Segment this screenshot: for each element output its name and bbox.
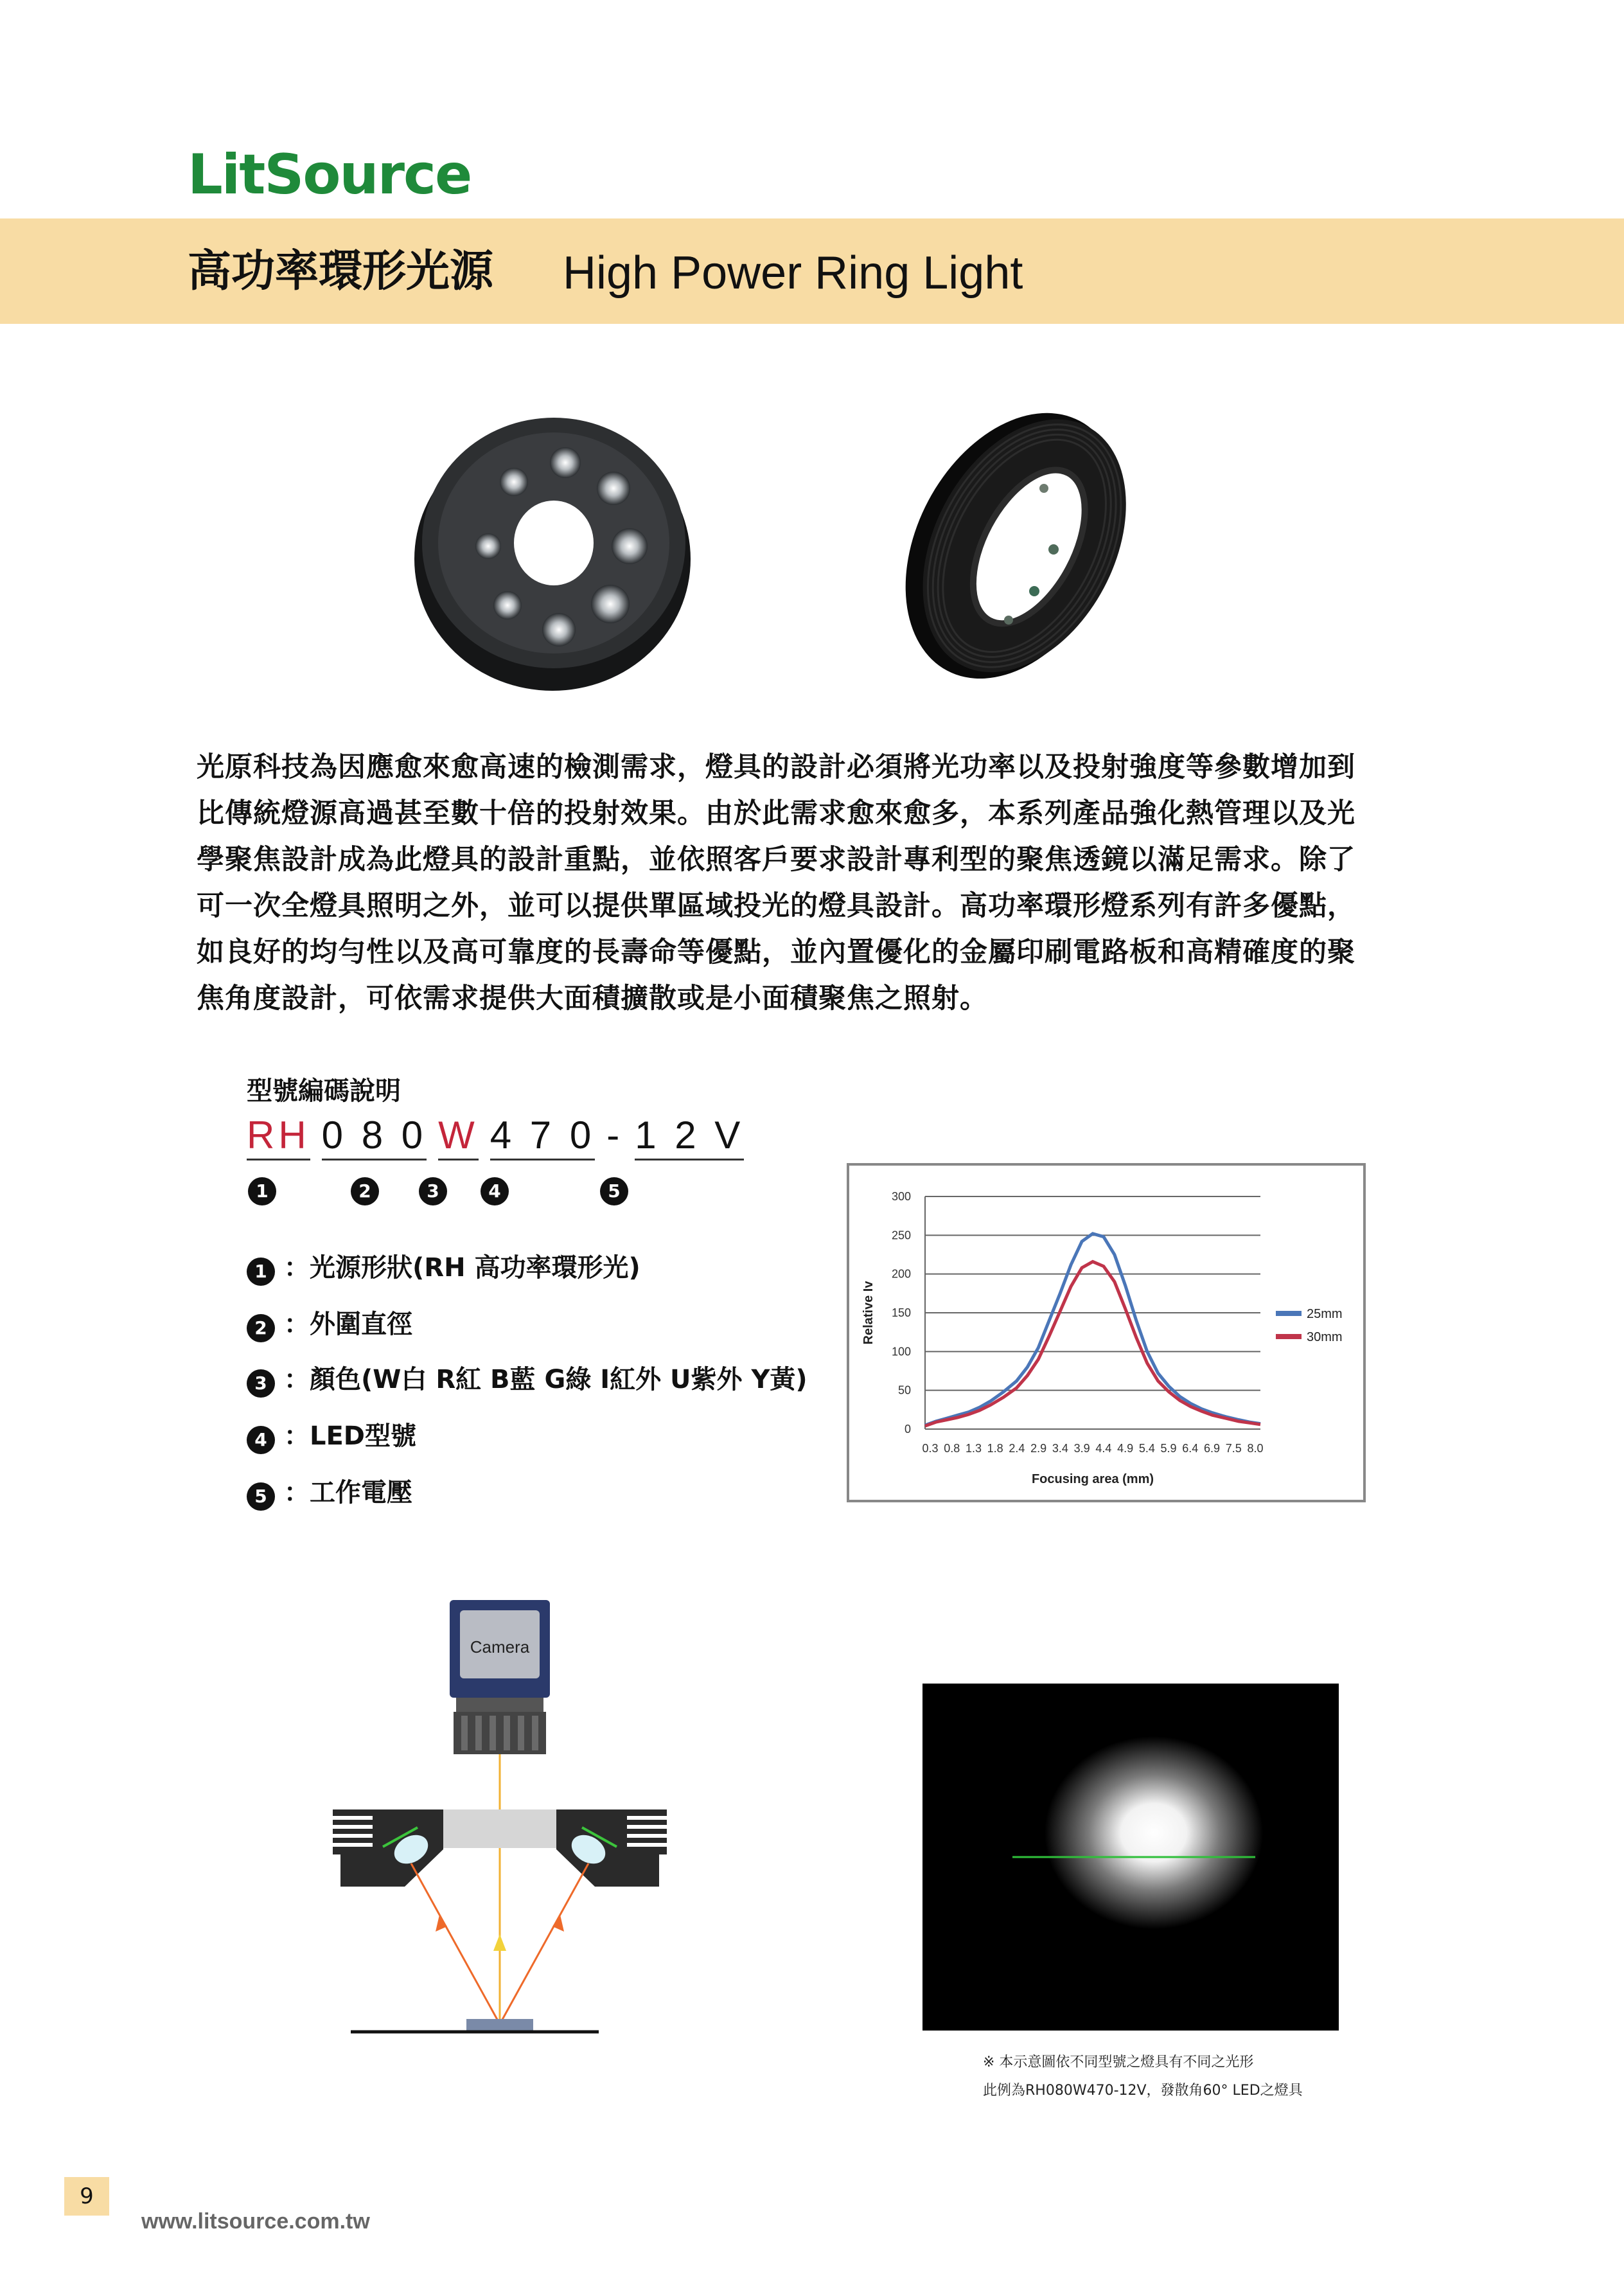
code-segment-color: W	[438, 1114, 479, 1160]
ring-light-front-photo	[405, 398, 700, 694]
model-code-example	[247, 1113, 755, 1160]
chart-x-tick-label: 1.3	[965, 1442, 982, 1455]
legend-marker: 2	[247, 1314, 275, 1342]
chart-x-axis-label: Focusing area (mm)	[1031, 1472, 1154, 1486]
chart-y-tick-label: 0	[904, 1423, 911, 1436]
legend-item-shape	[247, 1252, 640, 1285]
chart-y-axis-label: Relative Iv	[861, 1281, 876, 1345]
code-marker-4: 4	[481, 1177, 509, 1205]
code-segment-voltage: 1 2 V	[635, 1114, 744, 1160]
chart-legend-label: 25mm	[1307, 1307, 1343, 1321]
chart-x-tick-label: 8.0	[1247, 1442, 1264, 1455]
code-segment-dash: -	[606, 1114, 624, 1157]
chart-y-tick-label: 100	[891, 1345, 911, 1358]
chart-series-line-30mm	[925, 1261, 1260, 1426]
chart-x-tick-label: 6.4	[1182, 1442, 1199, 1455]
intro-paragraph: 光原科技為因應愈來愈高速的檢測需求，燈具的設計必須將光功率以及投射強度等參數增加到 比傳統燈源高過甚至數十倍的投射效果。由於此需求愈來愈多，本系列產品強化熱管理以及光 學聚焦設計成為此燈具的設計重點，並依照客戶要求設計專利型的聚焦透鏡以滿足需求。除了 可一次全燈具照明之外，並可以提供單區域投光的燈具設計。高功率環形燈系列有許多優點， 如良好的均勻性以及高可靠度的長壽命等優點，並內置優化的金屬印刷電路板和高精確度的聚 焦角度設計，可依需求提供大面積擴散或是小面積聚焦之照射。	[197, 751, 1355, 1015]
legend-item-color	[247, 1364, 808, 1396]
code-marker-2: 2	[351, 1177, 379, 1205]
ring-light-side-photo	[880, 392, 1150, 694]
focusing-chart	[847, 1163, 1366, 1502]
page-number: 9	[64, 2177, 109, 2216]
chart-y-tick-label: 150	[891, 1306, 911, 1319]
legend-item-led	[247, 1420, 416, 1453]
focusing-chart-svg	[849, 1166, 1363, 1500]
chart-x-tick-label: 1.8	[987, 1442, 1003, 1455]
chart-x-tick-label: 0.8	[944, 1442, 960, 1455]
chart-x-tick-label: 4.4	[1095, 1442, 1112, 1455]
chart-x-tick-label: 3.4	[1052, 1442, 1068, 1455]
chart-x-tick-label: 4.9	[1117, 1442, 1134, 1455]
code-marker-1: 1	[248, 1177, 276, 1205]
code-marker-5: 5	[600, 1177, 628, 1205]
beam-note-line-1: ※ 本示意圖依不同型號之燈具有不同之光形	[983, 2054, 1254, 2070]
chart-x-tick-label: 5.4	[1138, 1442, 1155, 1455]
legend-text: ：光源形狀(RH 高功率環形光)	[284, 1253, 640, 1283]
chart-x-tick-label: 5.9	[1160, 1442, 1177, 1455]
legend-marker: 5	[247, 1482, 275, 1511]
chart-legend-label: 30mm	[1307, 1330, 1343, 1344]
code-segment-led: 4 7 0	[490, 1114, 595, 1160]
page-title-chinese: 高功率環形光源	[188, 246, 494, 297]
chart-x-tick-label: 0.3	[922, 1442, 939, 1455]
model-code-title: 型號編碼說明	[247, 1076, 401, 1106]
legend-text: ：外圍直徑	[284, 1310, 412, 1339]
beam-note-line-2: 此例為RH080W470-12V，發散角60° LED之燈具	[983, 2083, 1303, 2099]
legend-item-voltage	[247, 1477, 412, 1509]
chart-y-tick-label: 50	[897, 1383, 911, 1397]
legend-marker: 3	[247, 1369, 275, 1398]
camera-label: Camera	[470, 1637, 530, 1657]
legend-text: ：顏色(W白 R紅 B藍 G綠 I紅外 U紫外 Y黃)	[284, 1365, 808, 1394]
brand-logo-text: LitSource	[188, 143, 472, 207]
inspected-object	[466, 2019, 533, 2031]
legend-marker: 4	[247, 1426, 275, 1454]
chart-y-tick-label: 200	[891, 1267, 911, 1281]
page-title-english: High Power Ring Light	[563, 247, 1023, 299]
beam-pattern-photo	[922, 1684, 1339, 2031]
chart-x-tick-label: 2.4	[1009, 1442, 1025, 1455]
chart-y-tick-label: 300	[891, 1190, 911, 1203]
code-segment-diameter: 0 8 0	[322, 1114, 427, 1160]
legend-text: ：工作電壓	[284, 1478, 412, 1507]
chart-x-tick-label: 3.9	[1073, 1442, 1090, 1455]
footer-website-link[interactable]: www.litsource.com.tw	[141, 2209, 370, 2234]
optical-setup-diagram	[321, 1600, 681, 2050]
legend-item-diameter	[247, 1308, 412, 1341]
chart-x-tick-label: 6.9	[1204, 1442, 1221, 1455]
code-marker-3: 3	[419, 1177, 447, 1205]
brand-logo	[188, 143, 471, 207]
legend-marker: 1	[247, 1258, 275, 1286]
chart-x-tick-label: 2.9	[1030, 1442, 1047, 1455]
legend-text: ：LED型號	[284, 1421, 417, 1451]
chart-y-tick-label: 250	[891, 1229, 911, 1242]
code-segment-shape: RH	[247, 1114, 310, 1160]
chart-x-tick-label: 7.5	[1225, 1442, 1242, 1455]
